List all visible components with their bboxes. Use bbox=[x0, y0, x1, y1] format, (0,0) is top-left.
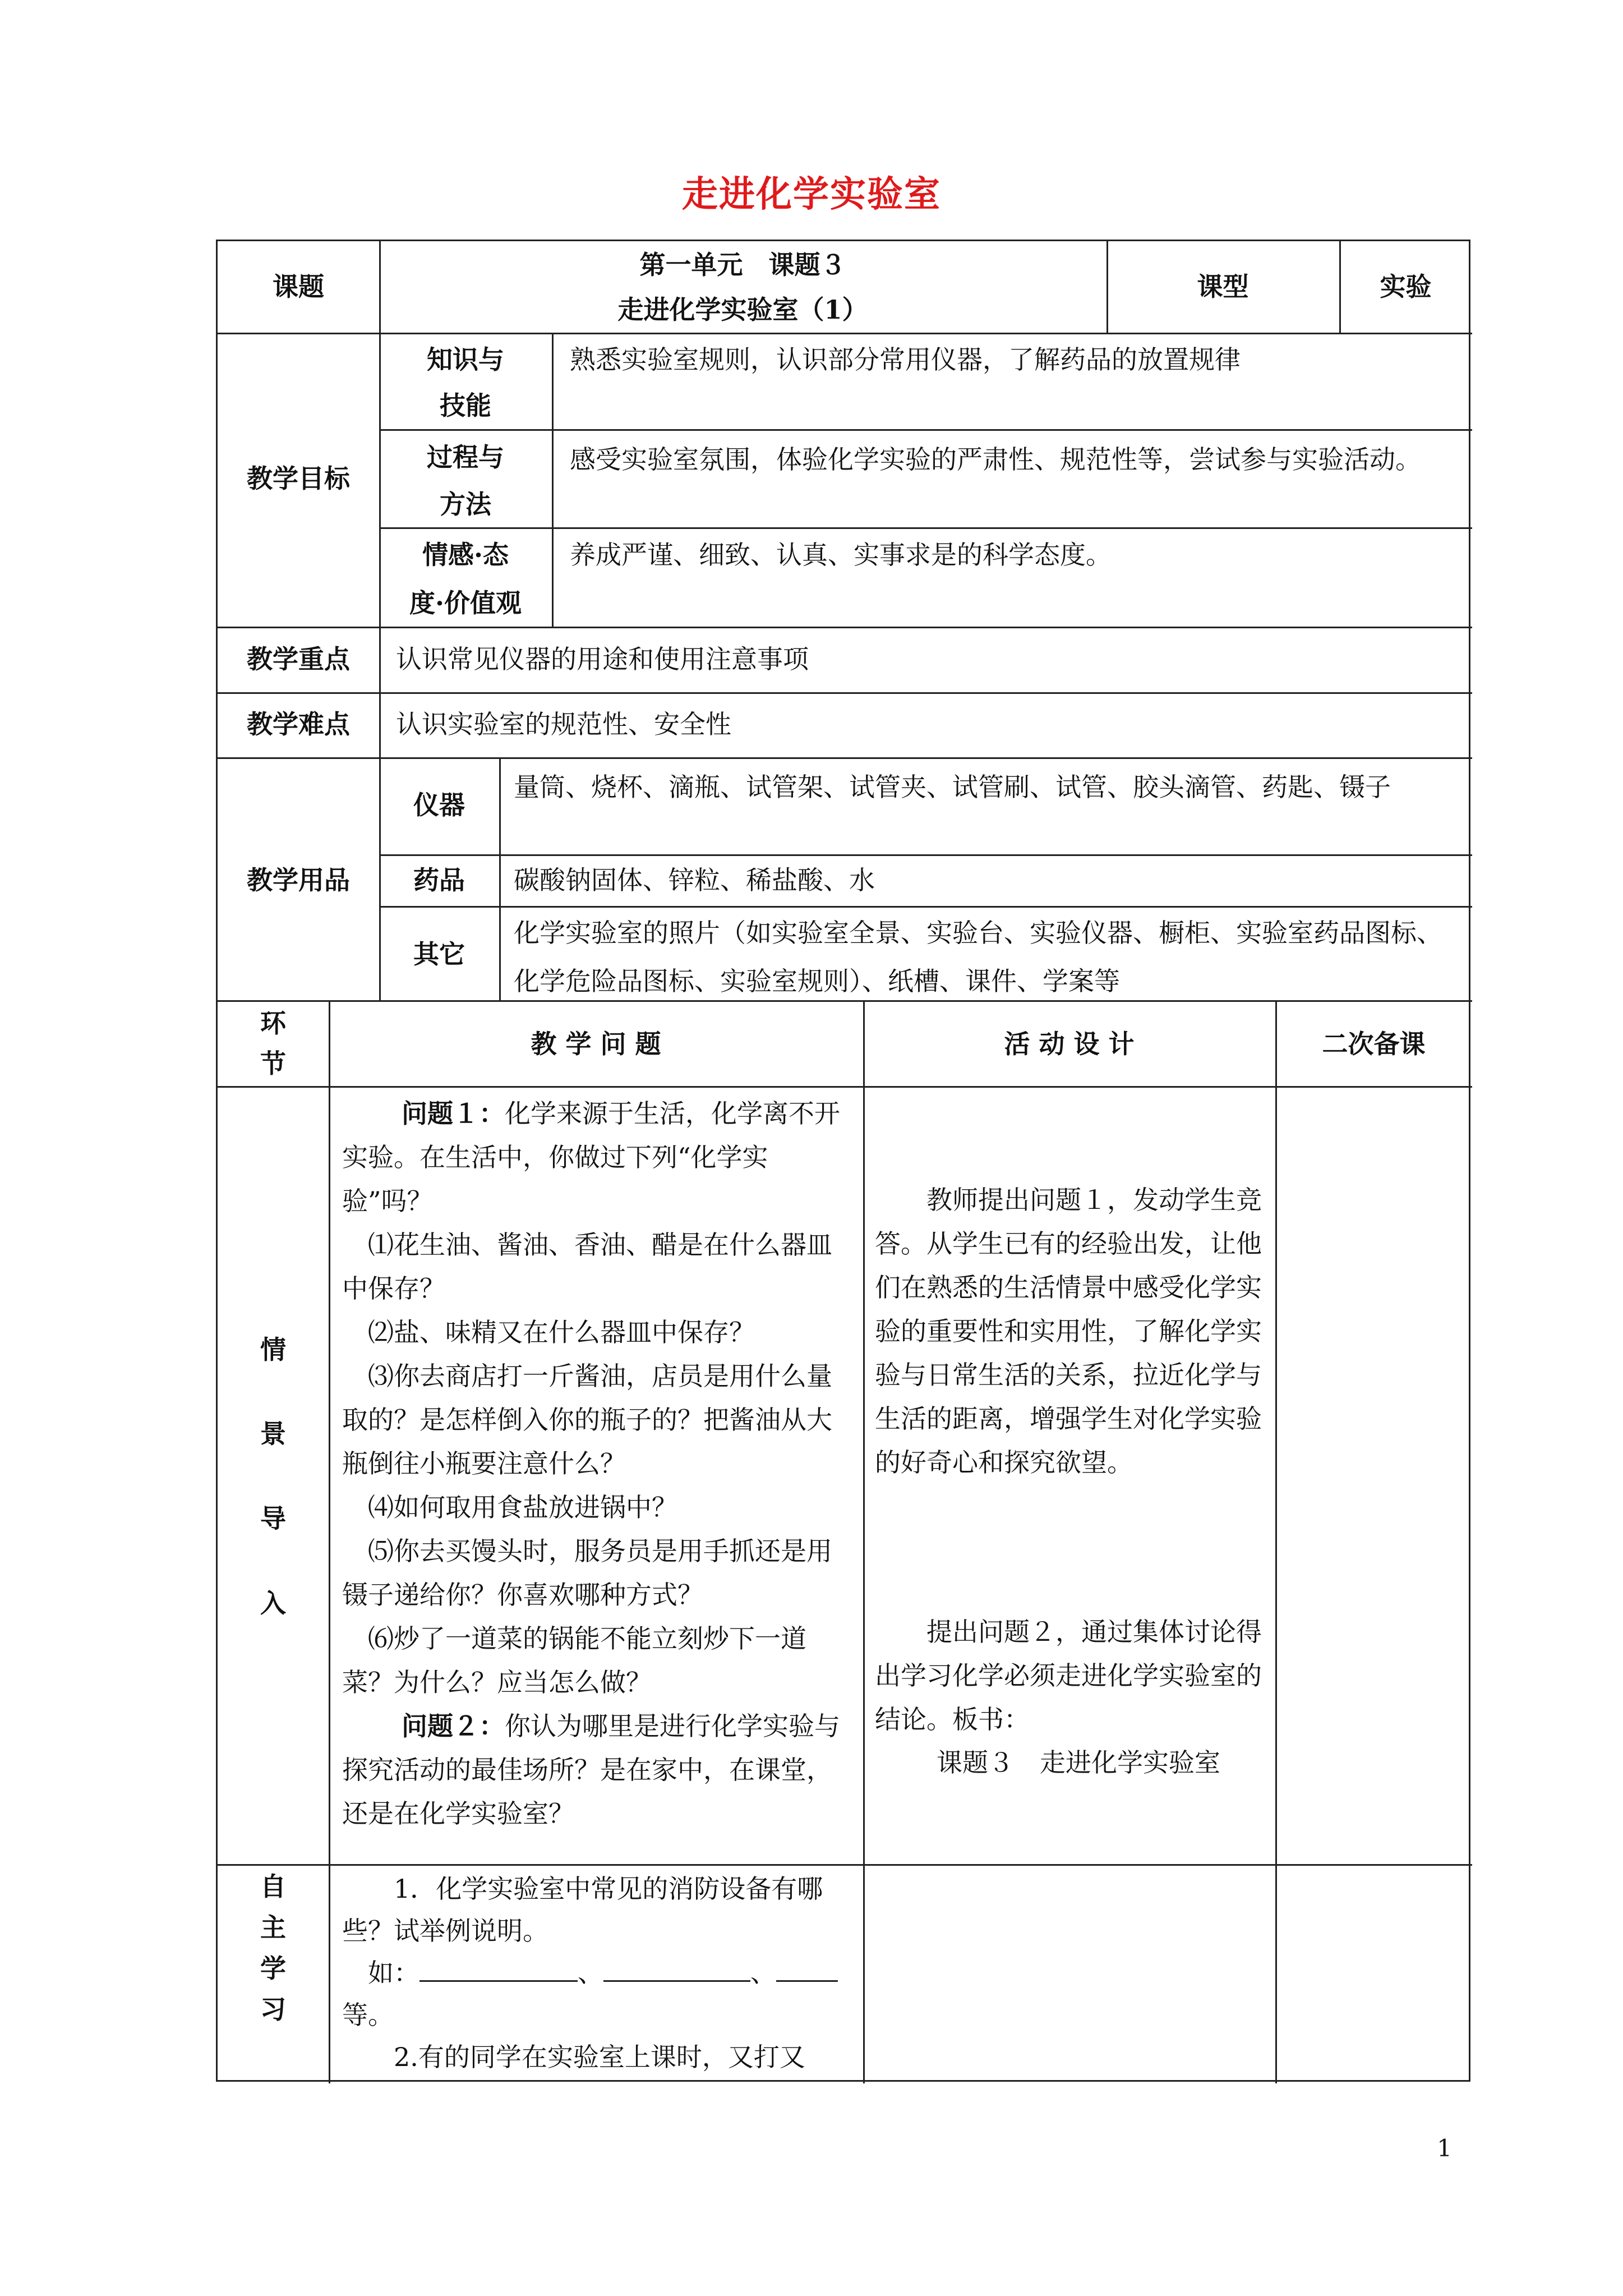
supplies-other-label: 其它 bbox=[413, 939, 465, 969]
type-value: 实验 bbox=[1380, 272, 1432, 302]
activity-design-1: 教师提出问题１，发动学生竞答。从学生已有的经验出发，让他们在熟悉的生活情景中感受化学实验的重要性和实用性，了解化学实验与日常生活的关系，拉近化学与生活的距离，增强学生对化学实验的好奇心和探究欲望。 bbox=[875, 1185, 1262, 1478]
etc-text: 等。 bbox=[342, 2000, 394, 2030]
activity-design-2: 提出问题２，通过集体讨论得出学习化学必须走进化学实验室的结论。板书： bbox=[875, 1617, 1262, 1734]
list-item: ⑵盐、味精又在什么器皿中保存？ bbox=[368, 1317, 755, 1347]
difficulties-text: 认识实验室的规范性、安全性 bbox=[396, 709, 731, 739]
objective-text: 熟悉实验室规则，认识部分常用仪器，了解药品的放置规律 bbox=[570, 344, 1241, 375]
question1-label: 问题１： bbox=[402, 1098, 505, 1129]
objective-text: 养成严谨、细致、认真、实事求是的科学态度。 bbox=[570, 540, 1112, 570]
topic-line1: 第一单元 课题３ bbox=[639, 250, 846, 280]
separator: 、 bbox=[750, 1958, 776, 1988]
supplies-chemicals-label: 药品 bbox=[413, 865, 465, 895]
lesson-plan-table bbox=[216, 240, 1470, 2082]
type-label: 课型 bbox=[1197, 272, 1249, 302]
stage-char: 主 bbox=[260, 1912, 286, 1943]
supplies-other-text: 化学实验室的照片（如实验室全景、实验台、实验仪器、橱柜、实验室药品图标、化学危险品图标、实验室规则）、纸槽、课件、学案等 bbox=[514, 918, 1442, 996]
supplies-instruments-label: 仪器 bbox=[413, 790, 465, 820]
supplies-label: 教学用品 bbox=[247, 865, 350, 895]
answer-blank[interactable] bbox=[419, 1954, 578, 1982]
secondary-header: 二次备课 bbox=[1322, 1029, 1426, 1059]
page-number: 1 bbox=[1437, 2134, 1452, 2162]
objective-label-line2: 度·价值观 bbox=[409, 588, 522, 618]
topic-label: 课题 bbox=[273, 272, 324, 302]
stage-char: 习 bbox=[260, 1994, 286, 2024]
objective-label-line1: 知识与 bbox=[427, 344, 504, 375]
question1-text: 化学来源于生活，化学离不开实验。在生活中，你做过下列“化学实验”吗？ bbox=[342, 1098, 840, 1216]
question2-label: 问题２： bbox=[402, 1711, 505, 1741]
document-title: 走进化学实验室 bbox=[682, 173, 941, 215]
stage-char: 学 bbox=[260, 1953, 286, 1984]
objective-label-line2: 技能 bbox=[440, 390, 491, 421]
separator: 、 bbox=[578, 1958, 603, 1988]
list-item: ⑹炒了一道菜的锅能不能立刻炒下一道菜？为什么？应当怎么做？ bbox=[342, 1623, 806, 1697]
question-header: 教 学 问 题 bbox=[531, 1029, 661, 1059]
objective-label-line1: 情感·态 bbox=[422, 540, 509, 570]
stage-char: 情 bbox=[260, 1335, 286, 1365]
key-points-label: 教学重点 bbox=[247, 644, 350, 674]
fill-in-line bbox=[342, 1952, 852, 1994]
stage-char: 自 bbox=[260, 1871, 286, 1902]
key-points-text: 认识常见仪器的用途和使用注意事项 bbox=[396, 644, 809, 674]
stage-char: 入 bbox=[260, 1588, 286, 1618]
supplies-chemicals-text: 碳酸钠固体、锌粒、稀盐酸、水 bbox=[514, 865, 875, 895]
question-block bbox=[342, 1092, 852, 1835]
self-study-item-1: 1．化学实验室中常见的消防设备有哪些？试举例说明。 bbox=[342, 1874, 823, 1946]
blackboard-title: 课题３ 走进化学实验室 bbox=[937, 1747, 1220, 1778]
supplies-instruments-text: 量筒、烧杯、滴瓶、试管架、试管夹、试管刷、试管、胶头滴管、药匙、镊子 bbox=[514, 772, 1391, 802]
answer-blank[interactable] bbox=[603, 1954, 750, 1982]
stage-char: 景 bbox=[260, 1419, 286, 1449]
stage-header-line2: 节 bbox=[260, 1048, 286, 1079]
example-prefix: 如： bbox=[368, 1958, 419, 1988]
objectives-label: 教学目标 bbox=[247, 463, 350, 494]
stage-char: 导 bbox=[260, 1503, 286, 1534]
list-item: ⑶你去商店打一斤酱油，店员是用什么量取的？是怎样倒入你的瓶子的？把酱油从大瓶倒往小瓶要注意什么？ bbox=[342, 1361, 832, 1479]
objective-label-line1: 过程与 bbox=[427, 442, 504, 472]
answer-blank[interactable] bbox=[776, 1954, 838, 1982]
stage-header-line1: 环 bbox=[260, 1008, 286, 1038]
self-study-item-2: 2.有的同学在实验室上课时，又打又 bbox=[394, 2042, 805, 2072]
objective-text: 感受实验室氛围，体验化学实验的严肃性、规范性等，尝试参与实验活动。 bbox=[570, 444, 1421, 475]
list-item: ⑴花生油、酱油、香油、醋是在什么器皿中保存？ bbox=[342, 1230, 832, 1304]
objective-label-line2: 方法 bbox=[440, 489, 491, 519]
difficulties-label: 教学难点 bbox=[247, 709, 350, 739]
list-item: ⑷如何取用食盐放进锅中？ bbox=[368, 1492, 677, 1522]
topic-line2: 走进化学实验室（1） bbox=[617, 295, 868, 325]
question2-text: 你认为哪里是进行化学实验与探究活动的最佳场所？是在家中，在课堂，还是在化学实验室？ bbox=[342, 1711, 840, 1829]
list-item: ⑸你去买馒头时，服务员是用手抓还是用镊子递给你？你喜欢哪种方式？ bbox=[342, 1536, 832, 1610]
activity-header: 活 动 设 计 bbox=[1004, 1029, 1135, 1059]
